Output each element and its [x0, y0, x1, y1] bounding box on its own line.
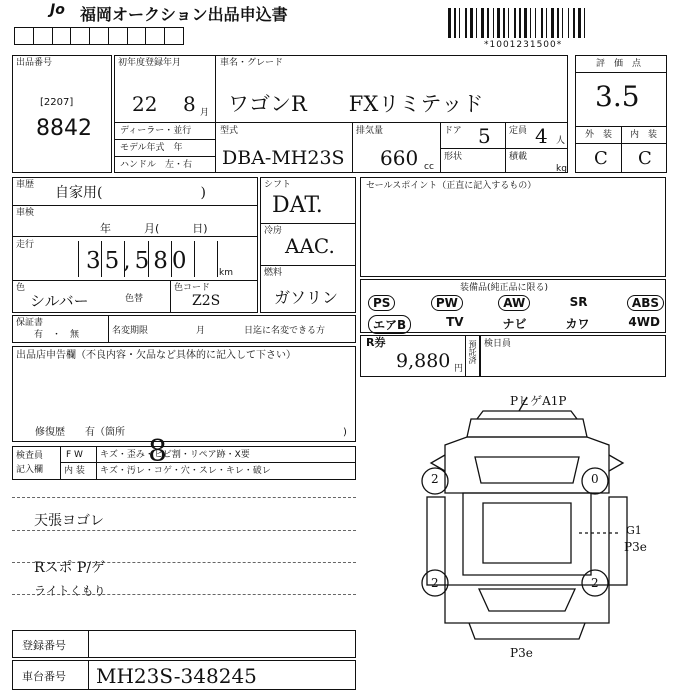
- model-year-label: モデル年式 年: [120, 143, 183, 153]
- lot-number: 8842: [36, 116, 92, 141]
- doors-label: ドア: [444, 126, 462, 136]
- barcode-bar: [503, 8, 505, 38]
- sales-point-label: セールスポイント（正直に記入するもの）: [366, 181, 537, 191]
- model-label: 型式: [220, 126, 239, 136]
- car-history-value: 自家用( ): [55, 185, 206, 201]
- lot-box: [12, 55, 112, 173]
- color-code-value: Z2S: [192, 293, 221, 309]
- color-label: 色: [16, 283, 26, 293]
- car-name-label: 車名・グレード: [220, 58, 284, 68]
- equipment-leather: カワ: [565, 317, 590, 331]
- equipment-navi: ナビ: [502, 317, 527, 331]
- mileage-unit: km: [219, 268, 233, 278]
- barcode-bar: [476, 8, 477, 38]
- interior-value: C: [638, 148, 652, 169]
- displacement-label: 排気量: [356, 126, 384, 136]
- barcode-bar: [459, 8, 460, 38]
- equipment-sr: SR: [569, 295, 588, 309]
- capacity-label: 定員: [509, 126, 528, 136]
- barcode-number: *1001231500*: [484, 40, 563, 50]
- repair-history-label: 修復歴 有（箇所: [35, 427, 125, 438]
- barcode-bar: [470, 8, 473, 38]
- recycle-label: R券: [366, 336, 386, 349]
- month-value: 8: [183, 92, 196, 116]
- shift-label: シフト: [264, 180, 292, 190]
- inspector-stamp-label: 検日員: [484, 339, 512, 349]
- color-code-label: 色コード: [174, 283, 211, 293]
- barcode-bar: [454, 8, 456, 38]
- lot-label: 出品番号: [16, 58, 53, 68]
- color-value: シルバー: [30, 292, 89, 310]
- barcode-bar: [584, 8, 585, 38]
- car-history-label: 車歴: [16, 180, 35, 190]
- inspection-fw-label: F W: [66, 450, 83, 460]
- equipment-airbag: エアB: [368, 315, 411, 334]
- barcode-bar: [562, 8, 563, 38]
- dealer-label: ディーラー・並行: [120, 126, 192, 136]
- equipment-abs: ABS: [627, 295, 664, 311]
- rating-score: 3.5: [595, 80, 640, 113]
- barcode-bar: [493, 8, 494, 38]
- barcode: [448, 8, 666, 38]
- equipment-aw: AW: [498, 295, 530, 311]
- barcode-bar: [481, 8, 484, 38]
- inspection-entry-label: 記入欄: [16, 465, 44, 475]
- exterior-label: 外 装: [585, 130, 613, 140]
- model-value: DBA-MH23S: [222, 147, 345, 169]
- equipment-pw: PW: [431, 295, 463, 311]
- loading-unit: kg: [556, 164, 567, 174]
- barcode-bar: [568, 8, 569, 38]
- handle-label: ハンドル 左・右: [120, 160, 193, 170]
- chassis-number-value: MH23S-348245: [96, 664, 257, 688]
- header-box-row: [14, 27, 184, 45]
- shape-label: 形状: [444, 152, 463, 162]
- capacity-value: 4: [535, 124, 548, 148]
- barcode-bar: [546, 8, 547, 38]
- barcode-bar: [535, 8, 536, 38]
- ac-value: AAC.: [285, 234, 335, 258]
- interior-label: 内 装: [630, 130, 658, 140]
- capacity-unit: 人: [556, 136, 566, 146]
- recycle-unit: 円: [454, 364, 464, 374]
- equipment-4wd: 4WD: [628, 315, 660, 329]
- barcode-bar: [578, 8, 581, 38]
- recycle-value: 9,880: [396, 350, 451, 372]
- repair-history-close: ): [343, 427, 347, 438]
- barcode-bar: [508, 8, 509, 38]
- mileage-label: 走行: [16, 240, 35, 250]
- year-value: 22: [132, 92, 158, 116]
- repaint-label: 色替: [125, 294, 144, 304]
- logo: Jo: [50, 2, 65, 18]
- diagram-note-bottom: P3e: [510, 646, 533, 660]
- expiry-unit: 月: [196, 326, 206, 336]
- equipment-label: 装備品(純正品に限る): [460, 283, 549, 293]
- barcode-bar: [524, 8, 527, 38]
- month-unit: 月: [200, 108, 210, 118]
- sales-point-box: [360, 177, 666, 277]
- chassis-number-label: 車台番号: [22, 670, 66, 683]
- expiry-note: 日迄に名変できる方: [244, 326, 326, 336]
- note-line-3: ライトくもり: [34, 584, 106, 598]
- doors-value: 5: [478, 124, 491, 148]
- recycle-deposit-label: 預託済: [468, 340, 477, 364]
- ac-label: 冷房: [264, 226, 283, 236]
- displacement-value: 660: [380, 146, 419, 170]
- year-label: 初年度登録年月: [118, 58, 182, 68]
- wheel-fr-value: 0: [591, 472, 599, 486]
- declaration-title: 出品店申告欄（不良内容・欠品など具体的に記入して下さい）: [16, 350, 296, 361]
- inspection-label: 車検: [16, 208, 35, 218]
- fuel-value: ガソリン: [274, 288, 339, 307]
- exterior-value: C: [594, 148, 608, 169]
- diagram-note-right-b: P3e: [624, 540, 647, 554]
- form-title: 福岡オークション出品申込書: [80, 5, 288, 24]
- barcode-bar: [519, 8, 521, 38]
- wheel-rr-value: 2: [591, 576, 599, 590]
- mileage-value: 35,580: [86, 248, 191, 274]
- barcode-bar: [573, 8, 575, 38]
- barcode-bar: [530, 8, 531, 38]
- expiry-label: 名変期限: [112, 326, 149, 336]
- registration-number-label: 登録番号: [22, 639, 66, 652]
- displacement-unit: cc: [424, 162, 434, 172]
- barcode-bar: [497, 8, 500, 38]
- barcode-bar: [465, 8, 467, 38]
- note-line-2: Rスポ P/ゲ: [34, 560, 106, 576]
- barcode-bar: [487, 8, 489, 38]
- barcode-bar: [557, 8, 559, 38]
- inspection-interior-label: 内 装: [64, 466, 85, 476]
- lot-bracket-code: [2207]: [40, 97, 74, 108]
- inspection-value: 年 月( 日): [100, 222, 208, 235]
- shift-value: DAT.: [272, 193, 323, 218]
- warranty-options: 有 ・ 無: [34, 330, 80, 340]
- rating-label: 評 価 点: [596, 59, 642, 69]
- car-name-value: ワゴンR FXリミテッド: [228, 92, 484, 116]
- inspection-row-2: キズ・汚レ・コゲ・穴・スレ・キレ・破レ: [100, 466, 271, 476]
- equipment-tv: TV: [446, 315, 464, 329]
- equipment-ps: PS: [368, 295, 395, 311]
- inspection-circled-mark: 8: [148, 434, 168, 469]
- barcode-bar: [551, 8, 554, 38]
- barcode-bar: [448, 8, 451, 38]
- fuel-label: 燃料: [264, 268, 283, 278]
- barcode-bar: [514, 8, 516, 38]
- equipment-row-1: [368, 295, 664, 311]
- equipment-row-2: [368, 315, 664, 334]
- diagram-note-right-a: G1: [626, 524, 642, 537]
- diagram-note-top: PヒゲA1P: [510, 394, 567, 408]
- warranty-label: 保証書: [16, 318, 44, 328]
- barcode-bar: [541, 8, 543, 38]
- wheel-fl-value: 2: [431, 472, 439, 486]
- note-line-1: 天張ヨゴレ: [34, 513, 104, 529]
- loading-label: 積載: [509, 152, 528, 162]
- inspection-inspector-label: 検査員: [16, 451, 44, 461]
- inspection-row-1: キズ・歪み・ヒビ割・リペア跡・X要: [100, 450, 250, 460]
- wheel-rl-value: 2: [431, 576, 439, 590]
